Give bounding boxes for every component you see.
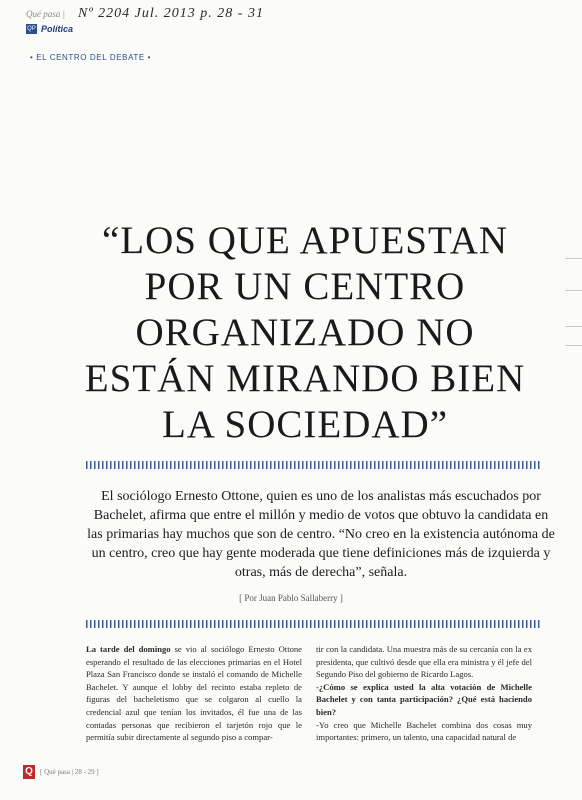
byline: [ Por Juan Pablo Sallaberry ] [239,593,343,603]
body-text: se vio al sociólogo Ernesto Ottone esperando el resultado de las elecciones primarias en el Hotel Plaza San Francisco donde se instaló el comando de Michelle Bachelet. Y aunque el lobby del recinto estaba repleto de figuras del bacheletismo que se colgaron al cuello la credencial azul que tenían los invitados, él fue una de las contadas personas que recibieron el tarjetón rojo que le permitía subir directamente al segundo piso a compar- [86,644,302,743]
section-name: Política [41,24,74,34]
dotted-rule-top [86,461,542,469]
headline: “LOS QUE APUESTAN POR UN CENTRO ORGANIZADO NO ESTÁN MIRANDO BIEN LA SOCIEDAD” [84,219,526,446]
body-text: tir con la candidata. Una muestra más de su cercanía con la ex presidenta, que cultivó desde que ella era ministra y él jefe del Segundo Piso del gobierno de Ricardo Lagos. [316,644,532,680]
margin-bleed [565,258,582,259]
lede: El sociólogo Ernesto Ottone, quien es uno de los analistas más escuchados por Bachelet, afirma que entre el millón y medio de votos que obtuvo la candidata en las primarias hay muchos que son de centro. “No creo en la existencia autónoma de un centro, creo que hay gente moderada que tiene definiciones más de izquierda y otras, más de derecha”, señala. [87,489,555,580]
handwritten-note: Nº 2204 Jul. 2013 p. 28 - 31 [78,6,264,21]
interview-answer: -Yo creo que Michelle Bachelet combina dos cosas muy importantes: primero, un talento, una capacidad natural de [316,719,532,743]
margin-bleed [565,326,582,327]
interview-question: -¿Cómo se explica usted la alta votación de Michelle Bachelet y con tanta participación? ¿Qué está haciendo bien? [316,681,532,717]
body-column-1 [86,643,302,744]
footer-folio: [ Qué pasa | 28 - 29 ] [40,768,99,776]
margin-bleed [565,290,582,291]
magazine-logo: Q [23,765,35,779]
margin-bleed [565,345,582,346]
magazine-name: Qué pasa | [26,9,65,19]
dotted-rule-body [86,620,542,628]
lead-in: La tarde del domingo [86,644,171,654]
section-label [26,24,73,34]
body-column-2 [316,643,532,744]
kicker: • EL CENTRO DEL DEBATE • [30,53,152,62]
section-badge: QP [27,26,36,32]
